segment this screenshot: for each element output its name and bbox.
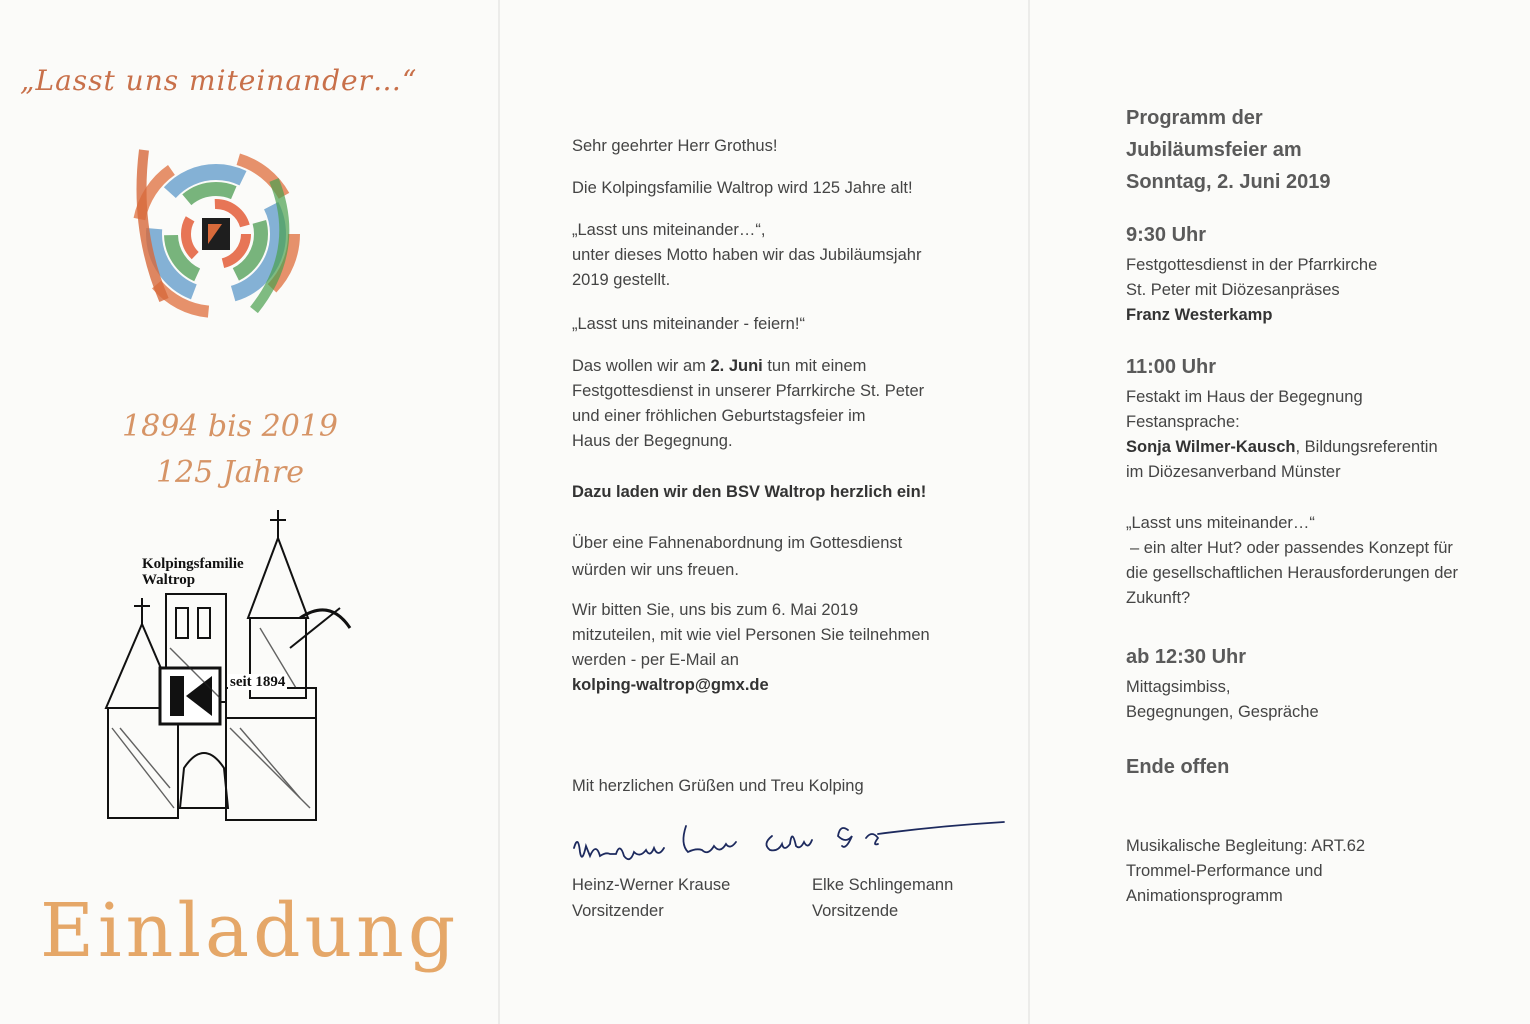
para-line1-b: tun mit einem <box>762 357 867 375</box>
signer1-role: Vorsitzender <box>572 902 664 920</box>
signer-1 <box>572 872 730 924</box>
item3-line2: Begegnungen, Gespräche <box>1126 703 1319 721</box>
music-line3: Animationsprogramm <box>1126 887 1283 905</box>
church-emblem <box>100 508 360 836</box>
letter-rsvp <box>572 598 1012 698</box>
item1-line3: Franz Westerkamp <box>1126 306 1273 324</box>
flag-line2: würden wir uns freuen. <box>572 561 739 579</box>
item1-time: 9:30 Uhr <box>1126 224 1207 246</box>
kolping-swirl-logo <box>124 140 304 334</box>
letter-panel <box>500 0 1028 1024</box>
item2-speaker-role: , Bildungsreferentin <box>1295 438 1438 456</box>
item1-line2: St. Peter mit Diözesanpräses <box>1126 281 1340 299</box>
years-count: 125 Jahre <box>155 455 305 490</box>
rsvp-line2: mitzuteilen, mit wie viel Personen Sie teilnehmen <box>572 626 930 644</box>
invitation-heading: Einladung <box>40 888 460 974</box>
letter-celebrate-quote: „Lasst uns miteinander - feiern!“ <box>572 315 805 333</box>
letter-motto <box>572 218 1012 293</box>
item2-text <box>1126 385 1516 485</box>
motto-line3: 2019 gestellt. <box>572 271 671 289</box>
signer2-role: Vorsitzende <box>812 902 899 920</box>
item2-line2: Festansprache: <box>1126 413 1240 431</box>
church-label-line2: Waltrop <box>142 572 196 588</box>
program-title-line1: Programm der <box>1126 107 1263 129</box>
item1-text <box>1126 253 1516 328</box>
para-line4: Haus der Begegnung. <box>572 432 733 450</box>
end-open: Ende offen <box>1126 756 1230 778</box>
music-line2: Trommel-Performance und <box>1126 862 1323 880</box>
signer1-name: Heinz-Werner Krause <box>572 876 731 894</box>
item3-time: ab 12:30 Uhr <box>1126 646 1247 668</box>
cover-motto: „Lasst uns miteinander…“ <box>20 64 418 97</box>
item2-q2: – ein alter Hut? oder passendes Konzept für <box>1130 539 1453 557</box>
church-label-name <box>142 556 244 588</box>
item2-quote-block <box>1126 511 1516 611</box>
church-label-line1: Kolpingsfamilie <box>142 556 244 572</box>
program-title-line3: Sonntag, 2. Juni 2019 <box>1126 171 1331 193</box>
handwritten-signatures <box>566 818 1026 878</box>
para-line2: Festgottesdienst in unserer Pfarrkirche St. Peter <box>572 382 925 400</box>
church-label-since: seit 1894 <box>230 674 286 690</box>
item2-line4: im Diözesanverband Münster <box>1126 463 1341 481</box>
letter-invite: Dazu laden wir den BSV Waltrop herzlich ein! <box>572 483 927 501</box>
program-panel <box>1030 0 1530 1024</box>
program-title-line2: Jubiläumsfeier am <box>1126 139 1302 161</box>
letter-closing: Mit herzlichen Grüßen und Treu Kolping <box>572 777 864 795</box>
letter-event-paragraph <box>572 354 1012 454</box>
anniversary-years <box>80 404 380 496</box>
para-date-bold: 2. Juni <box>710 357 763 375</box>
letter-flag-request <box>572 530 1012 584</box>
letter-salutation: Sehr geehrter Herr Grothus! <box>572 137 778 155</box>
rsvp-email[interactable]: kolping-waltrop@gmx.de <box>572 676 769 694</box>
flag-line1: Über eine Fahnenabordnung im Gottesdienst <box>572 534 903 552</box>
para-line3: und einer fröhlichen Geburtstagsfeier im <box>572 407 866 425</box>
para-line1-a: Das wollen wir am <box>572 357 711 375</box>
motto-line2: unter dieses Motto haben wir das Jubiläumsjahr <box>572 246 922 264</box>
item2-line1: Festakt im Haus der Begegnung <box>1126 388 1363 406</box>
item2-q3: die gesellschaftlichen Herausforderungen der <box>1126 564 1459 582</box>
cover-panel <box>0 0 498 1024</box>
music-info <box>1126 834 1516 909</box>
item2-speaker: Sonja Wilmer-Kausch <box>1126 438 1296 456</box>
item3-line1: Mittagsimbiss, <box>1126 678 1231 696</box>
item2-time: 11:00 Uhr <box>1126 356 1217 378</box>
item3-text <box>1126 675 1516 725</box>
music-line1: Musikalische Begleitung: ART.62 <box>1126 837 1366 855</box>
signer-2 <box>812 872 953 924</box>
item1-line1: Festgottesdienst in der Pfarrkirche <box>1126 256 1378 274</box>
rsvp-line3: werden - per E-Mail an <box>572 651 739 669</box>
item2-quote: „Lasst uns miteinander…“ <box>1126 514 1315 532</box>
signer2-name: Elke Schlingemann <box>812 876 954 894</box>
letter-intro: Die Kolpingsfamilie Waltrop wird 125 Jahre alt! <box>572 179 913 197</box>
motto-quote: „Lasst uns miteinander…“, <box>572 221 766 239</box>
years-range: 1894 bis 2019 <box>122 409 338 444</box>
item2-q4: Zukunft? <box>1126 589 1191 607</box>
rsvp-line1: Wir bitten Sie, uns bis zum 6. Mai 2019 <box>572 601 859 619</box>
program-title <box>1126 102 1516 198</box>
